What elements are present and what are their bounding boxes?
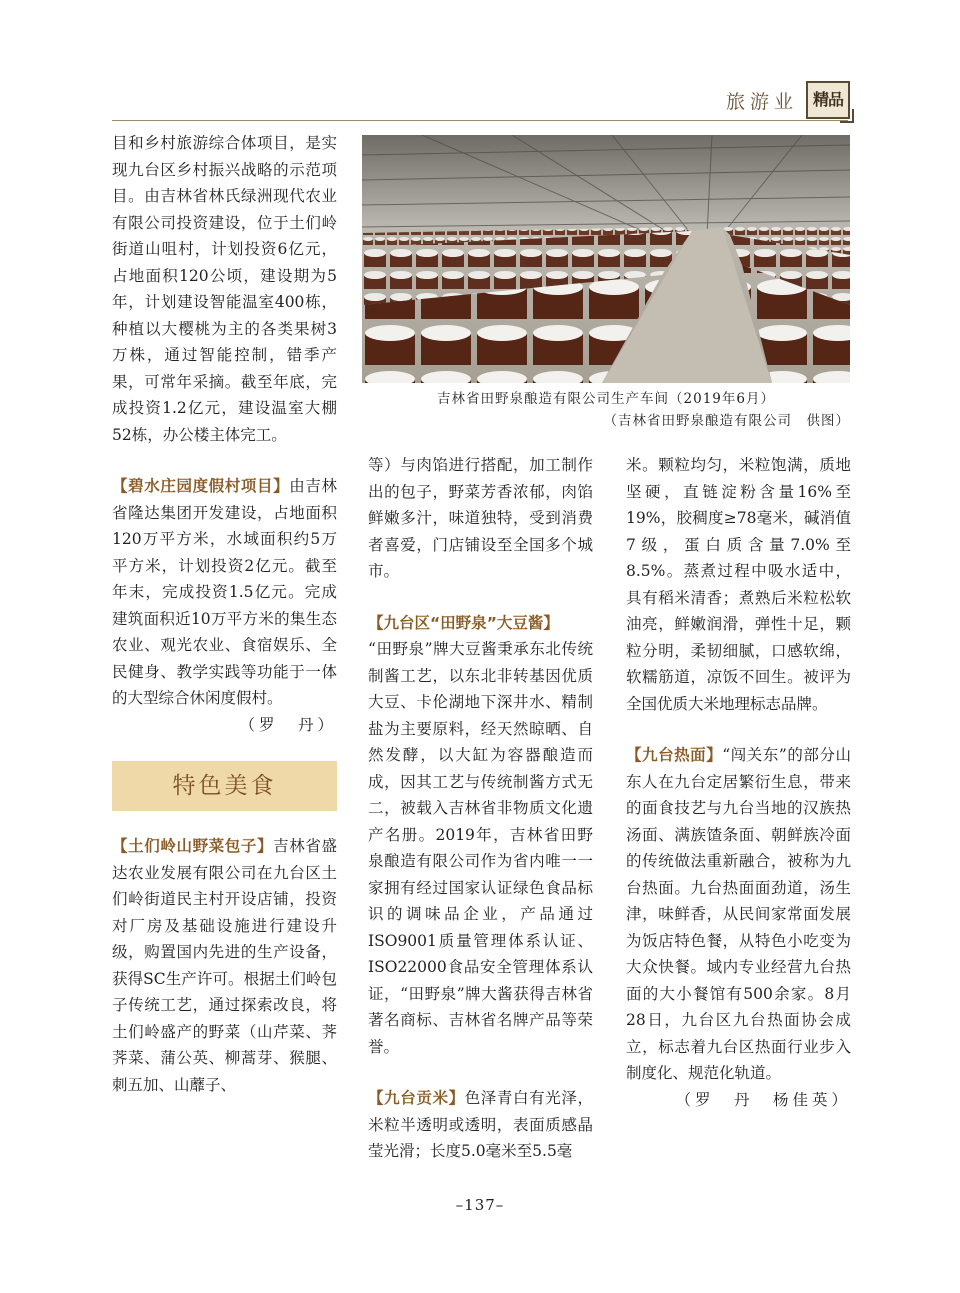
body-tribute-rice: 色泽青白有光泽，米粒半透明或透明，表面质感晶莹光滑；长度5.0毫米至5.5毫 <box>368 1089 593 1160</box>
column-2 <box>368 452 593 1165</box>
byline-luo-dan-yang-jiaying: （罗 丹 杨佳英） <box>675 1090 851 1109</box>
paragraph-wild-vegetable-buns <box>112 833 337 1098</box>
heading-bishui-resort: 【碧水庄园度假村项目】 <box>112 477 290 495</box>
caption-credit: （吉林省田野泉酿造有限公司 供图） <box>603 413 850 429</box>
page-number: –137– <box>455 1196 505 1214</box>
column-3 <box>626 452 851 1113</box>
heading-tribute-rice: 【九台贡米】 <box>368 1089 465 1107</box>
heading-wild-vegetable-buns: 【土们岭山野菜包子】 <box>112 837 274 855</box>
byline-luo-dan: （罗 丹） <box>239 715 337 734</box>
factory-photo <box>362 135 850 383</box>
factory-photo-illustration <box>362 135 850 383</box>
body-wild-vegetable-buns: 吉林省盛达农业发展有限公司在九台区土们岭街道民主村开设店铺，投资对厂房及基础设施进行建设升级，购置国内先进的生产设备，获得SC生产许可。根据土们岭包子传统工艺，通过探索改良，将土们岭盛产的野菜（山芹菜、荠荠菜、蒲公英、柳蒿芽、猴腿、刺五加、山蘼子、 <box>112 837 337 1094</box>
header-rule <box>112 120 848 121</box>
page-header <box>726 80 850 120</box>
body-hot-noodles: “闯关东”的部分山东人在九台定居繁衍生息，带来的面食技艺与九台当地的汉族热汤面、满族馇条面、朝鲜族冷面的传统做法重新融合，被称为九台热面。九台热面面劲道，汤生津，味鲜香，从民间家常面发展为饭店特色餐，从特色小吃变为大众快餐。域内专业经营九台热面的大小餐馆有500余家。8月28日，九台区九台热面协会成立，标志着九台区热面行业步入制度化、规范化轨道。 <box>626 746 851 1082</box>
paragraph-rice-continued: 米。颗粒均匀，米粒饱满，质地坚硬，直链淀粉含量16%至19%，胶稠度≥78毫米，碱消值7级，蛋白质含量7.0%至8.5%。蒸煮过程中吸水适中，具有稻米清香；煮熟后米粒松软油亮，鲜嫩润滑，弹性十足，颗粒分明，柔韧细腻，口感软绵，软糯筋道，凉饭不回生。被评为全国优质大米地理标志品牌。 <box>626 456 851 713</box>
paragraph-soybean-paste <box>368 610 593 1061</box>
section-title: 旅游业 <box>725 90 798 113</box>
paragraph-tribute-rice <box>368 1085 593 1165</box>
paragraph-bishui-resort <box>112 473 337 712</box>
jingpin-logo: 精品 <box>806 81 850 119</box>
heading-hot-noodles: 【九台热面】 <box>626 746 723 764</box>
paragraph-rural-tourism: 目和乡村旅游综合体项目，是实现九台区乡村振兴战略的示范项目。由吉林省林氏绿洲现代农业有限公司投资建设，位于土们岭街道山咀村，计划投资6亿元，占地面积120公顷，建设期为5年，计划建设智能温室400栋，种植以大樱桃为主的各类果树3万株，通过智能控制，错季产果，可常年采摘。截至年底，完成投资1.2亿元，建设温室大棚52栋，办公楼主体完工。 <box>112 134 337 444</box>
caption-title: 吉林省田野泉酿造有限公司生产车间（2019年6月） <box>437 391 775 407</box>
column-1 <box>112 130 337 1098</box>
paragraph-hot-noodles <box>626 742 851 1087</box>
body-bishui-resort: 由吉林省隆达集团开发建设，占地面积120万平方米，水域面积约5万平方米，计划投资2亿元。截至年末，完成投资1.5亿元。完成建筑面积近10万平方米的集生态农业、观光农业、食宿娱乐、全民健身、教学实践等功能于一体的大型综合休闲度假村。 <box>112 477 337 707</box>
banner-specialty-food: 特色美食 <box>112 761 337 811</box>
heading-soybean-paste: 【九台区“田野泉”大豆酱】 <box>368 613 559 632</box>
body-soybean-paste: “田野泉”牌大豆酱秉承东北传统制酱工艺，以东北非转基因优质大豆、卡伦湖地下深井水、精制盐为主要原料，经天然晾晒、自然发酵，以大缸为容器酿造而成，因其工艺与传统制酱方式无二，被载入吉林省非物质文化遗产名册。2019年，吉林省田野泉酿造有限公司作为省内唯一一家拥有经过国家认证绿色食品标识的调味品企业，产品通过ISO9001质量管理体系认证、ISO22000食品安全管理体系认证，“田野泉”牌大酱获得吉林省著名商标、吉林省名牌产品等荣誉。 <box>368 640 593 1056</box>
photo-caption <box>362 388 850 432</box>
paragraph-buns-continued: 等）与肉馅进行搭配，加工制作出的包子，野菜芳香浓郁，肉馅鲜嫩多汁，味道独特，受到消费者喜爱，门店铺设至全国多个城市。 <box>368 456 593 580</box>
